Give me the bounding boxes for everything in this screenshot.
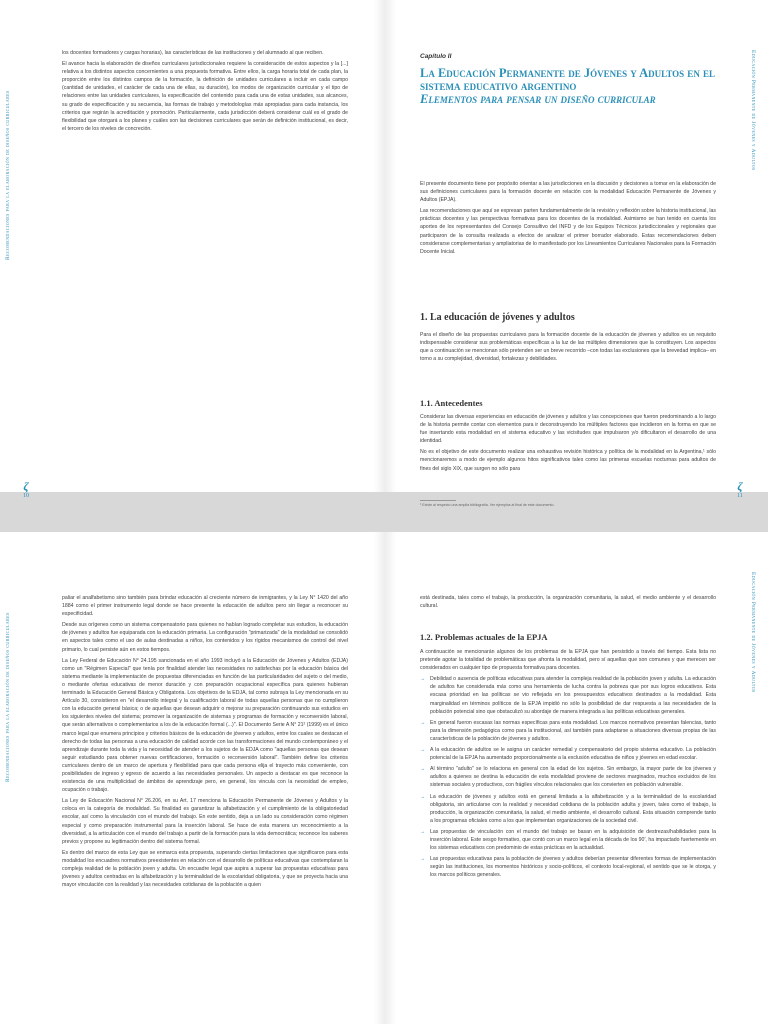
left-page-body: [62, 594, 348, 892]
list-item: → A la educación de adultos se le asigna un carácter remedial y compensatorio del propio sistema educativo. La población potencial de la EPJA ha aumentado proporcionalmente a la exclusión educativa de niños y jóvenes en edad escolar.: [420, 746, 716, 762]
paragraph: está destinada, tales como el trabajo, la producción, la organización comunitaria, la salud, el medio ambiente y el desarrollo cultural.: [420, 595, 716, 610]
page-number: 10: [23, 493, 29, 499]
page-spread-1: [0, 0, 768, 507]
page-number: 11: [737, 493, 743, 499]
list-item: → En general fueron escasas las normas específicas para esta modalidad. Los marcos normativos presentan falencias, tanto para la dimensión pedagógica como para la institucional, así también para adaptarse a situaciones diversas propias de las características de la población de jóvenes y adultos.: [420, 719, 716, 743]
subsection-heading: 1.1. Antecedentes: [420, 398, 483, 408]
problems-list: [420, 675, 716, 879]
paragraph: Para el diseño de las propuestas curriculares para la formación docente de la educación de jóvenes y adultos es un requisito indispensable considerar sus problemáticas específicas a la luz de las múltiples dimensiones que la constituyen. Los aspectos que a continuación se mencionan sólo pretenden ser un breve recorrido –con todas las exclusiones que la brevedad implica– en torno a su complejidad, diversidad, fortalezas y debilidades.: [420, 332, 716, 363]
page-spread-2: [0, 532, 768, 1024]
running-title-right: Educación Permanente de Jóvenes y Adultos: [750, 572, 756, 693]
paragraph: paliar el analfabetismo sino también para brindar educación al creciente número de inmigrantes, y la Ley N° 1420 del año 1884 como el primer instrumento legal donde se hace presente la educación de adultos pero sin llegar a reconocer su especificidad.: [62, 595, 348, 618]
page-12: [0, 532, 384, 1024]
footnote: ¹ Existe al respecto una amplia bibliografía. Ver ejemplos al final de este documento.: [420, 503, 555, 507]
paragraph: Considerar las diversas experiencias en educación de jóvenes y adultos y las concepciones que fueron predominando a lo largo de la historia permite contar con elementos para ir deconstruyendo los múltiples factores que incidieron en la forma en que se fue insertando esta modalidad en el sistema educativo y las vicisitudes que impulsaron y/o dificultaron el desarrollo de una identidad.: [420, 414, 716, 445]
section-heading: 1. La educación de jóvenes y adultos: [420, 312, 575, 323]
paragraph: El avance hacia la elaboración de diseños curriculares jurisdiccionales requiere la consideración de estos aspectos y la [...] relativa a los distintos aspectos concernientes a una propuesta formativa. Entre ellos, la carga horaria total de cada plan, la proporción entre los distintos campos de la formación, la definición de unidades curriculares a incluir en cada campo (cantidad de unidades, el carácter de cada una de ellas, su duración), los modos de organización curricular y el tipo de relaciones entre las unidades curriculares, la especificación del contenido para cada una de estas unidades, sus alcances, su grado de especificación y su secuencia, las formas de trabajo y metodologías más apropiadas para cada instancia, los criterios que regirán la acreditación y promoción. Particularmente, cada jurisdicción deberá considerar cuál es el grado de flexibilidad que otorgará a los planes y cuáles son las decisiones curriculares que serán de definición institucional, es decir, el tercero de los niveles de concreción.: [62, 61, 348, 132]
folio-mark-icon: ζ: [23, 479, 29, 493]
chapter-label: Capítulo II: [420, 53, 452, 60]
left-page-body: [62, 49, 348, 136]
chapter-title-text: La Educación Permanente de Jóvenes y Adultos en el sistema educativo argentino: [420, 66, 715, 93]
right-page-intro: [420, 594, 716, 613]
list-item: → La educación de jóvenes y adultos está en general limitada a la alfabetización y a la terminalidad de la escolaridad obligatoria, sin articularse con la realidad y necesidad cotidiana de la población adulta y joven, tales como el trabajo, la producción, la organización comunitaria, la salud, el medio ambiente, el desarrollo cultural. Esta situación comprende tanto a los programas oficiales como a los que implementan organizaciones de la sociedad civil.: [420, 793, 716, 825]
list-item: → Debilidad o ausencia de políticas educativas para atender la compleja realidad de la población joven y adulta. La educación de adultos fue considerada más como una herramienta de lucha contra la pobreza que por sus logros educativos. Esta escasa prioridad en las políticas se vio reflejada en los presupuestos educativos destinados a la modalidad. Esta marginalidad en términos políticos de la EPJA impidió no sólo la posibilidad de dar respuesta a las necesidades de la población potencial sino que obstaculizó su abordaje de manera integrada a las políticas educativas generales.: [420, 675, 716, 715]
section-1-1-text: [420, 413, 716, 476]
paragraph: La Ley de Educación Nacional N° 26.206, en su Art. 17 menciona la Educación Permanente de Jóvenes y Adultos y la coloca en la categoría de modalidad. Su finalidad es garantizar la alfabetización y el cumplimiento de la obligatoriedad escolar, así como la vinculación con el mundo del trabajo. En este sentido, deja a un lado su consideración como régimen especial y como preparación instrumental para la inserción laboral. Se hace de esta manera un reconocimiento a la diversidad, a la articulación con el mundo del trabajo a partir de la formación para la vida democrática; reconoce los saberes previos y propone su legitimación dentro del sistema formal.: [62, 798, 348, 845]
list-item: → Las propuestas educativas para la población de jóvenes y adultos deberían presentar diferentes formas de implementación según las instituciones, los momentos históricos y socio-políticos, el contexto local-regional, el sentido que se le otorga, y los marcos políticos generales.: [420, 855, 716, 879]
paragraph: A continuación se mencionarán algunos de los problemas de la EPJA que han persistido a través del tiempo. Esta lista no pretende agotar la totalidad de problemáticas que afronta la modalidad, pero sí aquellas que son comunes y que merecen ser considerados en cualquier tipo de propuesta formativa para docentes.: [420, 649, 716, 672]
section-1-2-text: [420, 648, 716, 882]
folio-mark-icon: ζ: [737, 479, 743, 493]
paragraph: El presente documento tiene por propósito orientar a las jurisdicciones en la discusión y decisiones a tomar en la elaboración de sus definiciones curriculares para la formación docente en relación con la modalidad Educación Permanente de Jóvenes y Adultos (EPJA).: [420, 181, 716, 204]
subsection-heading: 1.2. Problemas actuales de la EPJA: [420, 632, 548, 642]
intro-text: [420, 180, 716, 259]
page-10: [0, 0, 384, 499]
paragraph: Desde sus orígenes como un sistema compensatorio para quienes no habían logrado completar sus estudios, la educación de jóvenes y adultos fue equiparada con la educación primaria. La configuración "primarizada" de la modalidad se consolidó en aspectos tales como el uso de aulas destinadas a niños, los contenidos y los rígidos mecanismos de control del nivel primario, lo cual persiste aún en estos tiempos.: [62, 622, 348, 653]
paragraph: los docentes formadores y cargas horarias), las características de las instituciones y del alumnado al que reciben.: [62, 50, 324, 56]
page-13: [384, 532, 768, 1024]
paragraph: Es dentro del marco de esta Ley que se enmarca esta propuesta, superando ciertas limitaciones que significaron para esta modalidad los encuadres normativos preexistentes en relación con el desarrollo de políticas educativas que contemplaran la compleja realidad de la población joven y adulta. Un encuadre legal que aspira a superar las propuestas educativas para jóvenes y adultos centradas en la alfabetización y la terminalidad de la escolaridad obligatoria, y que se proyecta hacia una mayor vinculación con la realidad y las necesidades cotidianas de la población a quien: [62, 849, 348, 889]
chapter-title: [420, 67, 730, 106]
running-title-right: Educación Permanente de Jóvenes y Adultos: [750, 50, 756, 171]
page-11: [384, 0, 768, 507]
paragraph: Las recomendaciones que aquí se expresan parten fundamentalmente de la revisión y reflexión sobre la historia institucional, las prácticas docentes y las perspectivas formativas para los docentes de la modalidad. Asimismo se han tenido en cuenta los aportes de los representantes del Consejo Consultivo del INFD y de los Equipos Técnicos jurisdiccionales y regionales que participaron de la consulta realizada a efectos de analizar el primer borrador elaborado. Estas recomendaciones deben considerarse complementarias y ampliatorias de lo manifestado por los Lineamientos Curriculares Nacionales para la Formación Docente Inicial.: [420, 208, 716, 255]
running-title-left: Recomendaciones para la elaboración de diseños curriculares: [5, 612, 11, 782]
chapter-subtitle: Elementos para pensar un diseño curricular: [420, 92, 656, 106]
paragraph: No es el objetivo de este documento realizar una exhaustiva revisión histórica y política de la modalidad en la Argentina,¹ sólo mencionaremos a modo de ejemplo algunos hitos significativos tales como las primeras escuelas nocturnas para adultos de fines del siglo XIX, que surgen no sólo para: [420, 449, 716, 472]
paragraph: La Ley Federal de Educación N° 24.195 sancionada en el año 1993 incluyó a la Educación de Jóvenes y Adultos (EDJA) como un "Régimen Especial" que tenía por finalidad atender las necesidades no satisfechas por la educación básica del sistema mediante la implementación de propuestas diferenciadas en función de las particularidades del sujeto o del medio, o mediante ofertas educativas de menor duración y con preparación ocupacional específica para quienes hubieran terminado la Educación General Básica y Obligatoria. Los objetivos de la EDJA, tal como subraya la Ley mencionada en su Artículo 30, consistieron en "el desarrollo integral y la cualificación laboral de todas aquellas personas que no cumplieron con la educación general básica; o de aquellas que desean adquirir o mejorar su preparación continuando sus estudios en los siguientes niveles del sistema; promover la organización de sistemas y programas de formación y reconversión laboral, que serán alternativos o complementarios a los de la educación formal (...)". El Documento Serie A N° 21² (1999) es el único marco legal que enumera principios y criterios básicos de la educación de jóvenes y adultos, entre los cuales se destacan el derecho de todas las personas a una educación de calidad acorde con las transformaciones del mundo contemporáneo y el aprendizaje durante toda la vida y la necesidad de atender a los sujetos de la EDJA como "aquellas personas que desean seguir estudiando para obtener nuevas certificaciones, formación o reconversión laboral". También define los criterios curriculares dentro de un marco de apertura y flexibilidad para que cada persona elija el trayecto más conveniente, con posibilidades de ingreso y egreso de acuerdo a las necesidades personales. Un aspecto a destacar es que reconoce la existencia de una multiplicidad de ámbitos de aprendizaje pero, en general, los vincula con la necesidad de empleo, ocupación o trabajo.: [62, 657, 348, 794]
section-1-text: [420, 331, 716, 366]
folio-left: [16, 480, 36, 500]
footnote-rule: [420, 500, 456, 501]
running-title-left: Recomendaciones para la elaboración de diseños curriculares: [5, 90, 11, 260]
list-item: → Las propuestas de vinculación con el mundo del trabajo se basan en la adquisición de destrezas/habilidades para la inserción laboral. Este sesgo formativo, que contó con un marco legal en la década de los 90', ha impactado fuertemente en los sistemas educativos con predominio de estas prácticas en la actualidad.: [420, 828, 716, 852]
folio-right: [730, 480, 750, 500]
list-item: → Al término "adulto" se lo relaciona en general con la edad de los sujetos. Sin embargo, la mayor parte de los jóvenes y adultos a quienes se destina la educación de esta modalidad proviene de sectores marginados, muchos excluidos de los sistemas sociales y productivos, con frágiles vínculos relacionales que los convierten en población vulnerable.: [420, 765, 716, 789]
